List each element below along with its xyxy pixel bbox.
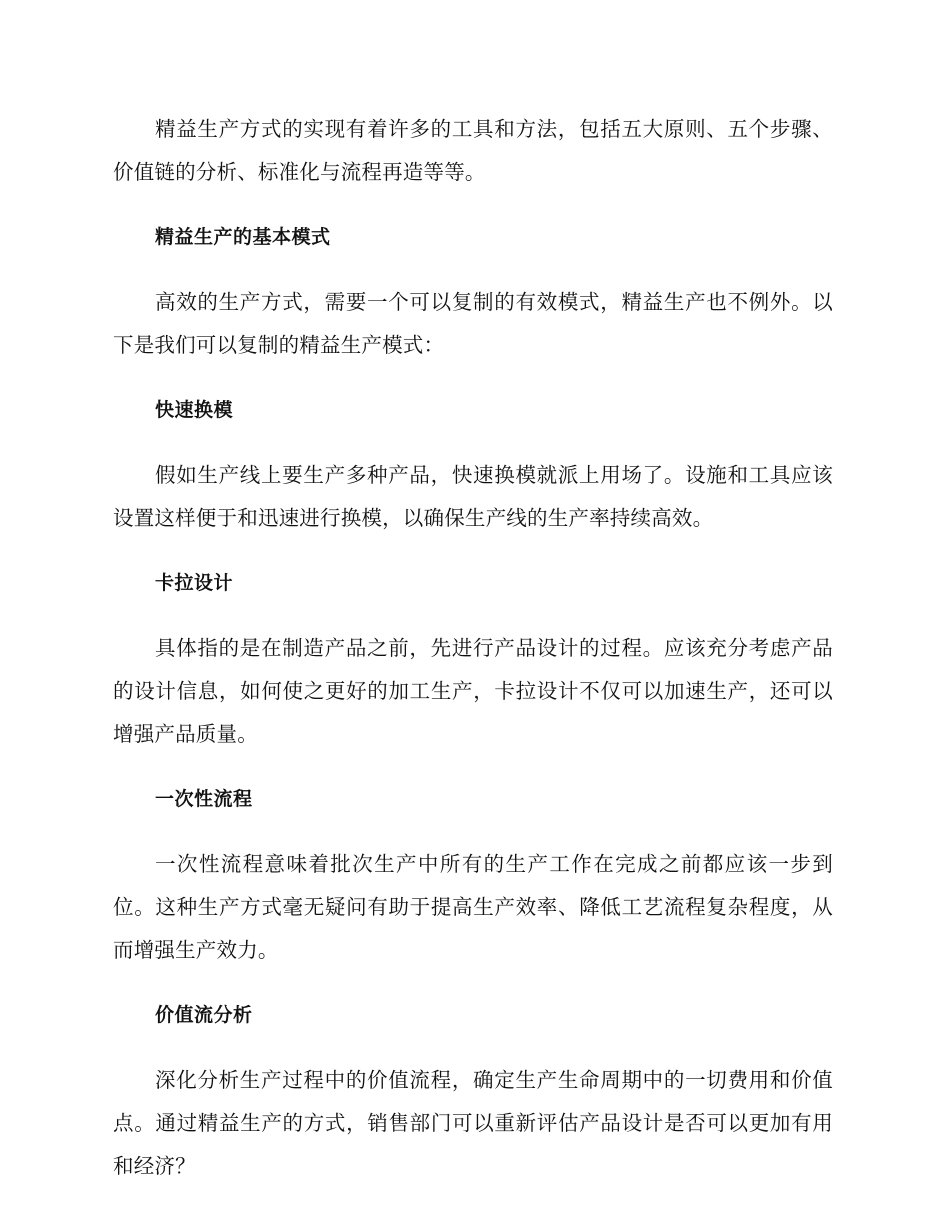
section-body-kala-design: 具体指的是在制造产品之前，先进行产品设计的过程。应该充分考虑产品的设计信息，如何使之更好的加工生产，卡拉设计不仅可以加速生产，还可以增强产品质量。 bbox=[113, 636, 833, 746]
intro-paragraph: 精益生产方式的实现有着许多的工具和方法，包括五大原则、五个步骤、价值链的分析、标准化与流程再造等等。 bbox=[113, 117, 833, 184]
section-heading-quick-changeover: 快速换模 bbox=[155, 399, 234, 421]
section-heading-kala-design: 卡拉设计 bbox=[155, 572, 234, 594]
section-heading-value-stream: 价值流分析 bbox=[155, 1004, 253, 1026]
section-heading-one-time-flow: 一次性流程 bbox=[155, 788, 253, 810]
section-body-quick-changeover: 假如生产线上要生产多种产品，快速换模就派上用场了。设施和工具应该设置这样便于和迅速进行换模，以确保生产线的生产率持续高效。 bbox=[113, 463, 833, 530]
section-heading-basic-mode: 精益生产的基本模式 bbox=[155, 226, 331, 248]
section-body-value-stream: 深化分析生产过程中的价值流程，确定生产生命周期中的一切费用和价值点。通过精益生产的方式，销售部门可以重新评估产品设计是否可以更加有用和经济？ bbox=[113, 1068, 833, 1178]
document-page bbox=[113, 108, 833, 1188]
section-body-one-time-flow: 一次性流程意味着批次生产中所有的生产工作在完成之前都应该一步到位。这种生产方式毫无疑问有助于提高生产效率、降低工艺流程复杂程度，从而增强生产效力。 bbox=[113, 852, 833, 962]
section-body-basic-mode: 高效的生产方式，需要一个可以复制的有效模式，精益生产也不例外。以下是我们可以复制的精益生产模式： bbox=[113, 290, 833, 357]
